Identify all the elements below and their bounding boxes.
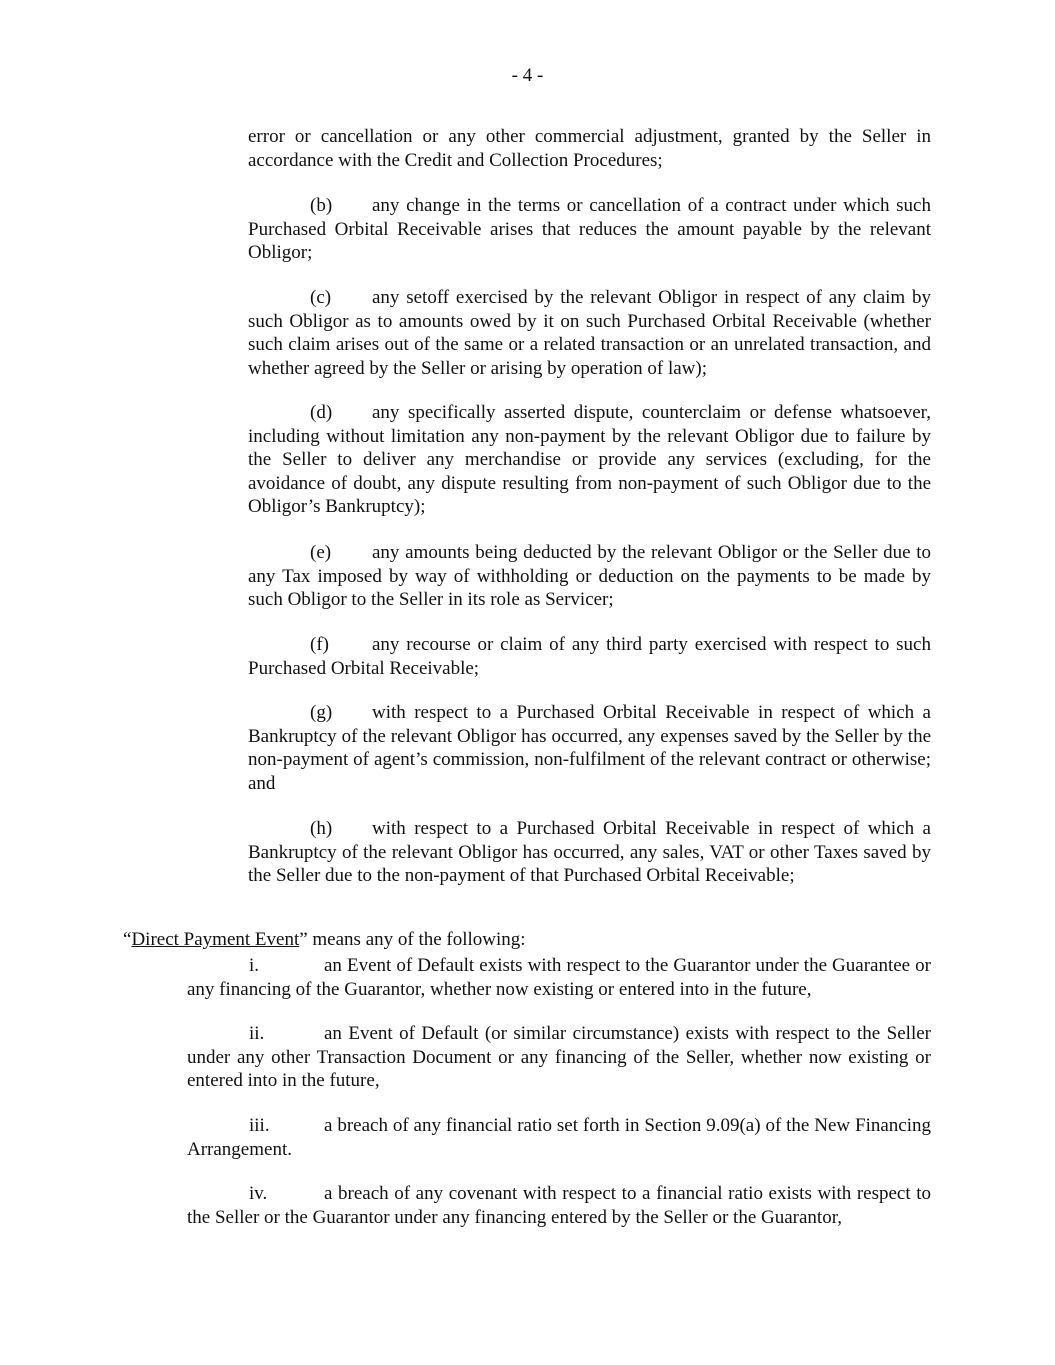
dpe-item <box>187 1182 931 1229</box>
dpe-item <box>187 1114 931 1161</box>
dpe-item <box>187 954 931 1001</box>
dpe-item-text: an Event of Default (or similar circumstance) exists with respect to the Seller under any other Transaction Document or any financing of the Seller, whether now existing or entered into in the future, <box>187 1023 931 1091</box>
dilution-item <box>248 817 931 888</box>
dilution-item-text: any amounts being deducted by the relevant Obligor or the Seller due to any Tax imposed by way of withholding or deduction on the payments to be made by such Obligor to the Seller in its role as Servicer; <box>248 542 931 610</box>
dilution-item-marker: (d) <box>310 402 333 423</box>
dilution-item-marker: (f) <box>310 634 329 655</box>
dpe-item-text: a breach of any covenant with respect to a financial ratio exists with respect to the Seller or the Guarantor under any financing entered by the Seller or the Guarantor, <box>187 1183 931 1228</box>
dpe-item <box>187 1022 931 1093</box>
dilution-item-marker: (h) <box>310 818 333 839</box>
definition-direct-payment-event <box>123 928 923 952</box>
dilution-continuation: error or cancellation or any other commercial adjustment, granted by the Seller in accordance with the Credit and Collection Procedures; <box>248 126 931 171</box>
dilution-item-text: any recourse or claim of any third party exercised with respect to such Purchased Orbital Receivable; <box>248 634 931 679</box>
dpe-item-marker: iv. <box>249 1183 268 1204</box>
dilution-item <box>248 286 931 380</box>
dilution-item-marker: (g) <box>310 702 333 723</box>
defined-term: Direct Payment Event <box>131 929 300 950</box>
dilution-item-text: any specifically asserted dispute, counterclaim or defense whatsoever, including without limitation any non-payment by the relevant Obligor due to failure by the Seller to deliver any merchandise or provide any services (excluding, for the avoidance of doubt, any dispute resulting from non-payment of such Obligor due to the Obligor’s Bankruptcy); <box>248 402 931 517</box>
dilution-item-marker: (e) <box>310 542 332 563</box>
dilution-item-text: with respect to a Purchased Orbital Receivable in respect of which a Bankruptcy of the relevant Obligor has occurred, any sales, VAT or other Taxes saved by the Seller due to the non-payment of that Purchased Orbital Receivable; <box>248 818 931 886</box>
dilution-item <box>248 701 931 795</box>
definition-rest: ” means any of the following: <box>299 929 526 950</box>
dilution-item <box>248 541 931 612</box>
definition-open-quote: “ <box>123 929 132 950</box>
page-number: - 4 - <box>511 65 544 86</box>
dilution-item-marker: (c) <box>310 287 332 308</box>
dpe-item-marker: iii. <box>249 1115 270 1136</box>
dilution-item <box>248 401 931 519</box>
dilution-item <box>248 194 931 265</box>
dilution-item-marker: (b) <box>310 195 333 216</box>
dpe-item-marker: ii. <box>249 1023 265 1044</box>
dilution-item-text: any setoff exercised by the relevant Obligor in respect of any claim by such Obligor as to amounts owed by it on such Purchased Orbital Receivable (whether such claim arises out of the same or a related transaction or an unrelated transaction, and whether agreed by the Seller or arising by operation of law); <box>248 287 931 379</box>
dilution-item <box>248 633 931 680</box>
dpe-item-text: an Event of Default exists with respect to the Guarantor under the Guarantee or any financing of the Guarantor, whether now existing or entered into in the future, <box>187 955 931 1000</box>
dpe-item-text: a breach of any financial ratio set forth in Section 9.09(a) of the New Financing Arrangement. <box>187 1115 931 1160</box>
dilution-item-text: any change in the terms or cancellation of a contract under which such Purchased Orbital Receivable arises that reduces the amount payable by the relevant Obligor; <box>248 195 931 263</box>
dilution-item-text: with respect to a Purchased Orbital Receivable in respect of which a Bankruptcy of the relevant Obligor has occurred, any expenses saved by the Seller by the non-payment of agent’s commission, non-fulfilment of the relevant contract or otherwise; and <box>248 702 931 794</box>
dpe-item-marker: i. <box>249 955 260 976</box>
